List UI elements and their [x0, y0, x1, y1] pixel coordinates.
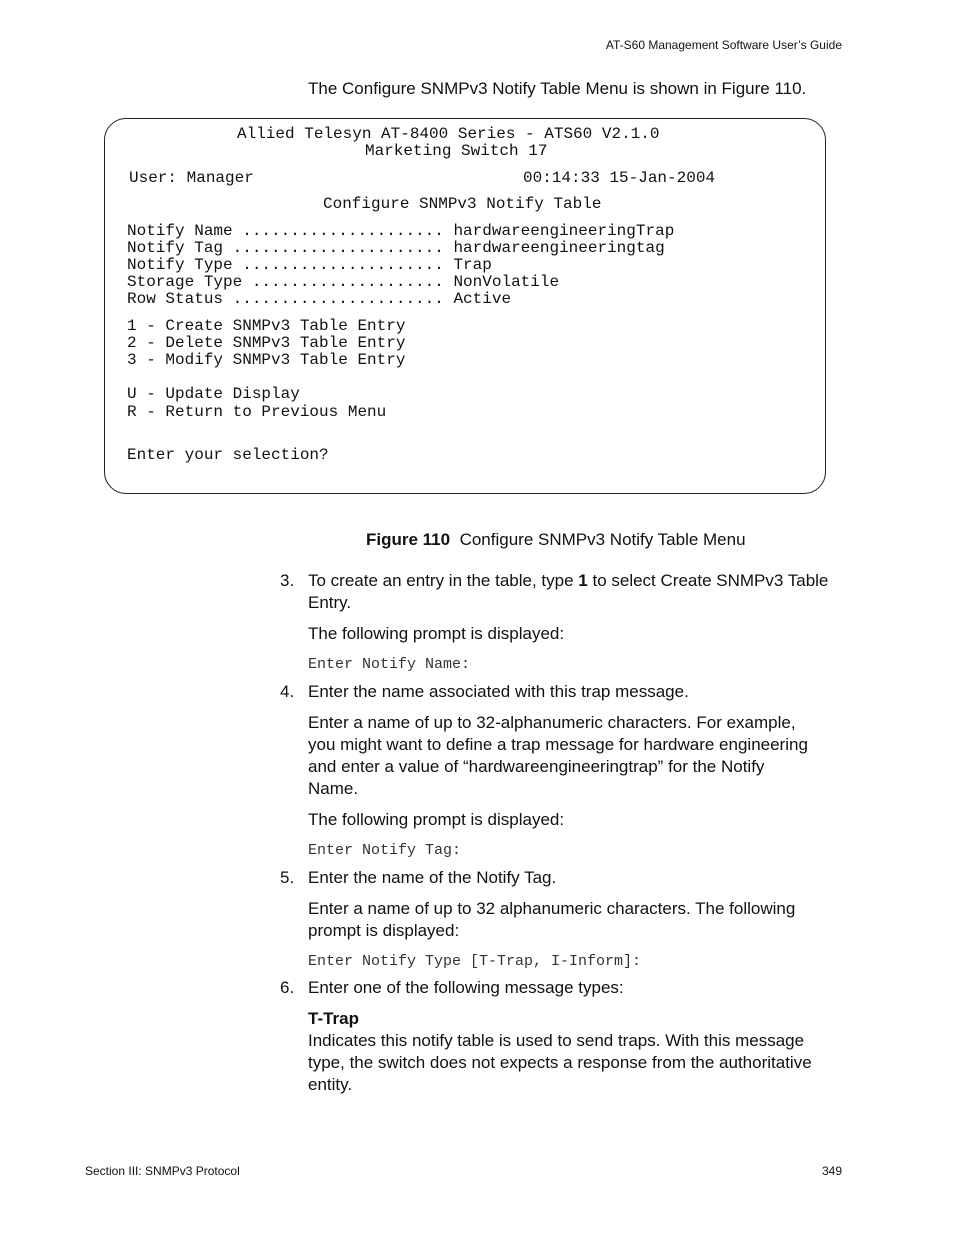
step-4-description: Enter a name of up to 32-alphanumeric characters. For example, you might want to define a trap message for hardware engineering and enter a value of “hardwareengineeringtrap” for the Notify Name. — [308, 713, 808, 798]
step-3-line2: Entry. — [308, 593, 352, 612]
screen-field-row-status: Row Status ...................... Active — [127, 290, 512, 308]
step-number: 3. — [280, 571, 295, 590]
screen-field-notify-type: Notify Type ..................... Trap — [127, 256, 492, 274]
step-3-bold-key: 1 — [578, 571, 588, 590]
terminal-screen-figure — [104, 118, 826, 494]
step-3-text-cont: to select Create SNMPv3 Table — [587, 571, 829, 590]
screen-prompt: Enter your selection? — [127, 446, 329, 464]
screen-product-line: Allied Telesyn AT-8400 Series - ATS60 V2.1.0 — [237, 125, 660, 143]
screen-option-modify: 3 - Modify SNMPv3 Table Entry — [127, 351, 406, 369]
screen-option-update: U - Update Display — [127, 385, 300, 403]
step-4-prompt-intro: The following prompt is displayed: — [308, 810, 565, 829]
screen-option-return: R - Return to Previous Menu — [127, 403, 387, 421]
screen-datetime: 00:14:33 15-Jan-2004 — [523, 169, 716, 187]
prompt-notify-type: Enter Notify Type [T-Trap, I-Inform]: — [308, 953, 642, 970]
step-3-prompt-intro: The following prompt is displayed: — [308, 624, 565, 643]
step-5-text: Enter the name of the Notify Tag. — [308, 868, 557, 887]
step-number: 4. — [280, 682, 295, 701]
screen-menu-title: Configure SNMPv3 Notify Table — [323, 195, 602, 213]
figure-caption — [366, 530, 746, 550]
step-3-text: To create an entry in the table, type — [308, 571, 579, 590]
screen-option-create: 1 - Create SNMPv3 Table Entry — [127, 317, 406, 335]
step-5 — [280, 867, 556, 889]
footer-section: Section III: SNMPv3 Protocol — [85, 1164, 240, 1178]
step-4 — [280, 681, 689, 703]
running-header: AT-S60 Management Software User’s Guide — [605, 38, 842, 52]
screen-option-delete: 2 - Delete SNMPv3 Table Entry — [127, 334, 406, 352]
prompt-notify-tag: Enter Notify Tag: — [308, 842, 462, 859]
intro-sentence: The Configure SNMPv3 Notify Table Menu is shown in Figure 110. — [308, 79, 807, 98]
page-number: 349 — [821, 1164, 842, 1178]
step-number: 6. — [280, 978, 295, 997]
figure-caption-text: Configure SNMPv3 Notify Table Menu — [459, 530, 746, 549]
step-3 — [280, 570, 828, 592]
step-number: 5. — [280, 868, 295, 887]
screen-field-notify-name: Notify Name ..................... hardwareengineeringTrap — [127, 222, 675, 240]
ttrap-description: Indicates this notify table is used to send traps. With this message type, the switch does not expects a response from the authoritative entity. — [308, 1031, 812, 1094]
step-4-text: Enter the name associated with this trap message. — [308, 682, 689, 701]
screen-switch-name: Marketing Switch 17 — [365, 142, 548, 160]
step-5-description: Enter a name of up to 32 alphanumeric characters. The following prompt is displayed: — [308, 899, 796, 940]
step-6-text: Enter one of the following message types: — [308, 978, 624, 997]
step-6 — [280, 977, 624, 999]
prompt-notify-name: Enter Notify Name: — [308, 656, 471, 673]
figure-label: Figure 110 — [366, 530, 451, 549]
ttrap-heading: T-Trap — [308, 1009, 360, 1028]
screen-field-storage-type: Storage Type .................... NonVolatile — [127, 273, 560, 291]
screen-field-notify-tag: Notify Tag ...................... hardwareengineeringtag — [127, 239, 665, 257]
screen-user: User: Manager — [129, 169, 254, 187]
